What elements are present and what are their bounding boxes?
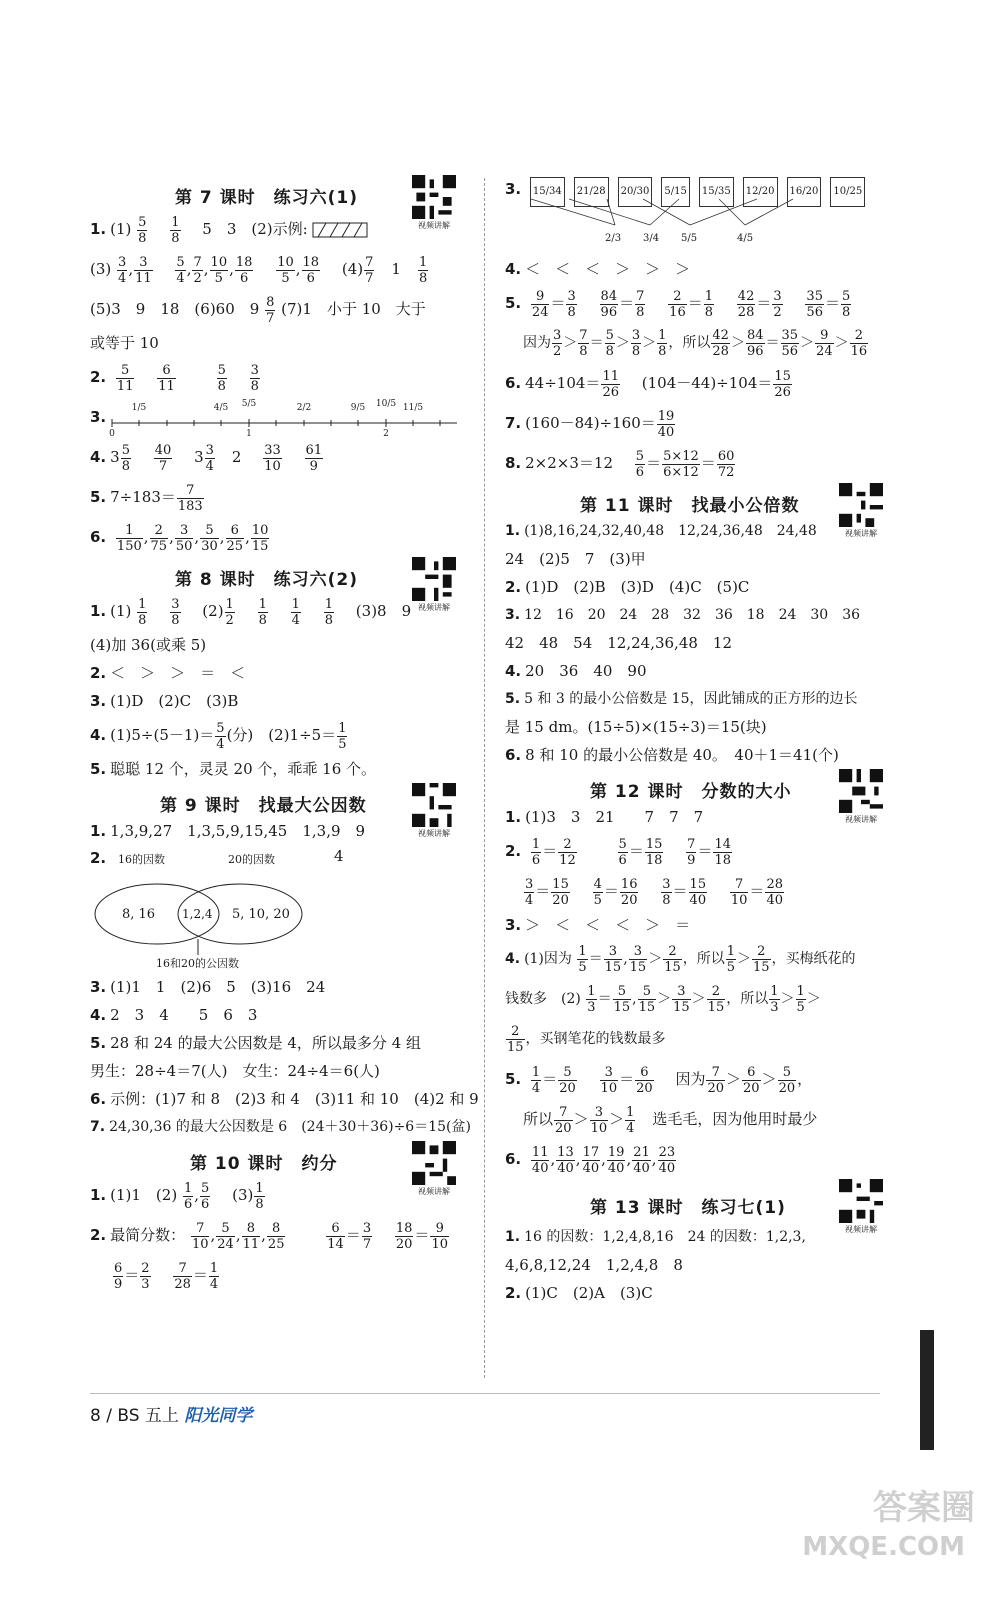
l7-q1-line1: 1. (1) $\frac{5}{8}$ $\frac{1}{8}$ 5 3 (2)示例: [90, 209, 470, 249]
venn-left-label: 16的因数 [118, 853, 165, 866]
footer-rule [90, 1393, 880, 1394]
nl-label: 11/5 [402, 403, 424, 413]
watermark-url: MXQE.COM [802, 1532, 965, 1562]
l7-q1-line4: 或等于 10 [90, 334, 159, 352]
qr-label: 视频讲解 [845, 529, 877, 538]
l8-q3: 3. (1)D (2)C (3)B [90, 692, 239, 710]
l12-q5-line2: 所以 $\frac{7}{20}$ ＞ $\frac{3}{10}$ ＞ $\frac{1}{4}$ 选毛毛，因为他用时最少 [523, 1104, 818, 1136]
fraction-box: 12/20 [743, 177, 778, 207]
qr-label: 视频讲解 [418, 221, 450, 230]
r-q4: 4. ＜ ＜ ＜ ＞ ＞ ＞ [505, 260, 691, 278]
venn-answer: 4 [334, 847, 344, 865]
r-q8: 8. 2×2×3＝12 $\frac{5}{6}$ ＝ $\frac{5\times 12}{6\times 12}$ ＝ $\frac{60}{72}$ [505, 448, 735, 480]
l7-q5: 5. 7÷183＝ $\frac{7}{183}$ [90, 482, 203, 514]
l7-q3: 3. 1/5 4/5 5/5 2/2 9/5 10/5 11/5 0 1 2 [90, 397, 470, 437]
venn-left: 8, 16 [122, 907, 156, 922]
l9-q6: 6. 示例：(1)7 和 8 (2)3 和 4 (3)11 和 10 (4)2 和 9 [90, 1090, 479, 1108]
page-number: 8 / BS 五上 [90, 1406, 179, 1426]
right-column [505, 175, 905, 1307]
l9-q3: 3. (1)1 1 (2)6 5 (3)16 24 [90, 978, 326, 996]
l12-q4: 4. (1)因为 $\frac{1}{5}$ ＝ $\frac{3}{15}$ , $\frac{3}{15}$ ＞ $\frac{2}{15}$ ，所以 $\frac{1}{5}$ ＞ $\frac{2}{15}$ ，买梅纸花的 [505, 943, 856, 975]
l12-q4-line3: $\frac{2}{15}$ ，买钢笔花的钱数最多 [507, 1023, 666, 1055]
l11-q3-line2: 42 48 54 12,24,36,48 12 [505, 634, 732, 652]
fraction-box: 15/35 [699, 177, 734, 207]
lesson-13-header [505, 1179, 905, 1234]
l9-q5-line2: 男生：28÷4＝7(人) 女生：24÷4＝6(人) [90, 1062, 380, 1080]
l13-q1: 1. 16 的因数：1,2,4,8,16 24 的因数：1,2,3, [505, 1229, 806, 1245]
fraction-box: 15/34 [530, 177, 565, 207]
l9-q2-venn: 2. 16的因数 20的因数 4 8, 16 1,2,4 5, 10, 20 16和20的公因数 [90, 847, 344, 970]
l12-q2: 2. $\frac{1}{6}$ ＝ $\frac{2}{12}$ $\frac{5}{6}$ ＝ $\frac{15}{18}$ $\frac{7}{9}$ ＝ $\frac{14}{18}$ [505, 836, 732, 868]
l12-q6: 6. $\frac{11}{40}$ , $\frac{13}{40}$ , $\frac{17}{40}$ , $\frac{19}{40}$ , $\frac{21}{40}$ , $\frac{23}{40}$ [505, 1144, 676, 1176]
l13-q2: 2. (1)C (2)A (3)C [505, 1284, 653, 1302]
match-target: 4/5 [737, 233, 754, 244]
fraction-box: 10/25 [830, 177, 865, 207]
left-column [90, 175, 479, 1295]
page-edge-mark [920, 1330, 934, 1450]
qr-label: 视频讲解 [418, 1187, 450, 1196]
l9-q7: 7. 24,30,36 的最大公因数是 6 (24＋30＋36)÷6＝15(盆) [90, 1119, 471, 1135]
lesson-10-title: 第 10 课时 约分 [190, 1154, 338, 1174]
watermark-logo: 答案圈 [873, 1488, 975, 1528]
l7-q6: 6. $\frac{1}{150}$ , $\frac{2}{75}$ , $\frac{3}{50}$ , $\frac{5}{30}$ , $\frac{6}{25}$ , $\frac{10}{15}$ [90, 522, 269, 554]
fraction-box: 21/28 [574, 177, 609, 207]
l9-q1: 1. 1,3,9,27 1,3,5,9,15,45 1,3,9 9 [90, 822, 366, 840]
brand-logo: 阳光同学 [184, 1406, 253, 1426]
nl-label: 9/5 [350, 403, 366, 413]
l12-q2-line2: $\frac{3}{4}$ ＝ $\frac{15}{20}$ $\frac{4}{5}$ ＝ $\frac{16}{20}$ $\frac{3}{8}$ ＝ $\frac{15}{40}$ $\frac{7}{10}$ ＝ $\frac{28}{40}$ [525, 876, 783, 908]
fraction-box: 5/15 [661, 177, 689, 207]
match-target: 3/4 [643, 233, 660, 244]
l11-q5-line2: 是 15 dm。(15÷5)×(15÷3)＝15(块) [505, 718, 767, 736]
nl-tick: 2 [383, 429, 389, 439]
footer-text [90, 1401, 252, 1426]
l8-q2: 2. ＜ ＞ ＞ ＝ ＜ [90, 664, 246, 682]
l11-q3: 3. 12 16 20 24 28 32 36 18 24 30 36 [505, 607, 861, 623]
l11-q1: 1. (1)8,16,24,32,40,48 12,24,36,48 24,48 [505, 523, 817, 539]
r-q5: 5. $\frac{9}{24}$ ＝ $\frac{3}{8}$ $\frac{84}{96}$ ＝ $\frac{7}{8}$ $\frac{2}{16}$ ＝ $\frac{1}{8}$ $\frac{42}{28}$ ＝ $\frac{3}{2}$ $\frac{35}{56}$ ＝ $\frac{5}{8}$ [505, 288, 851, 320]
lesson-9-title: 第 9 课时 找最大公因数 [160, 796, 367, 816]
l11-q2: 2. (1)D (2)B (3)D (4)C (5)C [505, 578, 750, 596]
l7-q1-line2: (3) $\frac{3}{4}$ , $\frac{3}{11}$ $\frac{5}{4}$ , $\frac{7}{2}$ , $\frac{10}{5}$ , $\frac{18}{6}$ $\frac{10}{5}$ , $\frac{18}{6}$ (4) $\frac{7}{7}$ 1 $\frac{1}{8}$ [90, 254, 428, 286]
r-q6: 6. 44÷104＝ $\frac{11}{26}$ (104－44)÷104＝ $\frac{15}{26}$ [505, 368, 791, 400]
venn-right-label: 20的因数 [228, 853, 275, 866]
l8-q1: 1. (1) $\frac{1}{8}$ $\frac{3}{8}$ (2) $\frac{1}{2}$ $\frac{1}{8}$ $\frac{1}{4}$ $\frac{1}{8}$ (3)8 9 [90, 596, 412, 628]
l8-q1-line2: (4)加 36(或乘 5) [90, 636, 207, 654]
lesson-11-title: 第 11 课时 找最小公倍数 [580, 496, 800, 516]
r-q7: 7. (160－84)÷160＝ $\frac{19}{40}$ [505, 408, 675, 440]
l11-q1-line2: 24 (2)5 7 (3)甲 [505, 550, 646, 568]
match-target: 2/3 [605, 233, 622, 244]
venn-common-label: 16和20的公因数 [156, 957, 239, 970]
nl-label: 10/5 [375, 399, 397, 409]
l7-q4: 4. 3 $\frac{5}{8}$ $\frac{40}{7}$ 3 $\frac{3}{4}$ 2 $\frac{33}{10}$ $\frac{61}{9}$ [90, 442, 323, 474]
l12-q1: 1. (1)3 3 21 7 7 7 [505, 808, 704, 826]
l12-q4-line2: 钱数多 (2) $\frac{1}{3}$ ＝ $\frac{5}{15}$ , $\frac{5}{15}$ ＞ $\frac{3}{15}$ ＞ $\frac{2}{15}$ ，所以 $\frac{1}{3}$ ＞ $\frac{1}{5}$ ＞ [505, 983, 821, 1015]
lesson-8-title: 第 8 课时 练习六(2) [175, 570, 359, 590]
lesson-13-title: 第 13 课时 练习七(1) [590, 1198, 786, 1218]
qr-label: 视频讲解 [418, 829, 450, 838]
nl-label: 4/5 [213, 403, 229, 413]
l10-q2: 2. 最简分数： $\frac{7}{10}$ , $\frac{5}{24}$ , $\frac{8}{11}$ , $\frac{8}{25}$ $\frac{6}{14}$ ＝ $\frac{3}{7}$ $\frac{18}{20}$ ＝ $\frac{9}{10}$ [90, 1220, 448, 1252]
nl-tick: 0 [109, 429, 115, 439]
l8-q5: 5. 聪聪 12 个，灵灵 20 个，乖乖 16 个。 [90, 760, 377, 778]
lesson-7-title: 第 7 课时 练习六(1) [175, 188, 359, 208]
qr-label: 视频讲解 [845, 815, 877, 824]
l9-q5: 5. 28 和 24 的最大公因数是 4，所以最多分 4 组 [90, 1034, 422, 1052]
matching-lines [525, 199, 805, 237]
number-line [109, 397, 462, 439]
match-target: 5/5 [681, 233, 698, 244]
nl-label: 2/2 [296, 403, 312, 413]
nl-label: 1/5 [131, 403, 147, 413]
l11-q4: 4. 20 36 40 90 [505, 662, 647, 680]
fraction-box: 20/30 [618, 177, 653, 207]
l13-q1-line2: 4,6,8,12,24 1,2,4,8 8 [505, 1256, 683, 1274]
l10-q2-line2: $\frac{6}{9}$ ＝ $\frac{2}{3}$ $\frac{7}{28}$ ＝ $\frac{1}{4}$ [114, 1260, 219, 1292]
venn-right: 5, 10, 20 [232, 907, 290, 922]
hatched-shape-icon [312, 221, 368, 239]
l12-q3: 3. ＞ ＜ ＜ ＜ ＞ ＝ [505, 916, 691, 934]
r-q3: 3. 15/34 21/28 20/30 5/15 15/35 12/20 16/20 10/25 2/3 3/4 5/5 4/5 [505, 175, 905, 255]
l7-q2: 2. $\frac{5}{11}$ $\frac{6}{11}$ $\frac{5}{8}$ $\frac{3}{8}$ [90, 362, 259, 394]
venn-mid: 1,2,4 [182, 907, 213, 921]
nl-tick: 1 [246, 429, 252, 439]
r-q5-line2: 因为 $\frac{3}{2}$ ＞ $\frac{7}{8}$ ＝ $\frac{5}{8}$ ＞ $\frac{3}{8}$ ＞ $\frac{1}{8}$ ，所以 $\frac{42}{28}$ ＞ $\frac{84}{96}$ ＝ $\frac{35}{56}$ ＞ $\frac{9}{24}$ ＞ $\frac{2}{16}$ [523, 327, 868, 359]
l7-q1-line3: (5)3 9 18 (6)60 9 $\frac{8}{7}$ (7)1 小于 10 大于 [90, 294, 426, 326]
qr-label: 视频讲解 [418, 603, 450, 612]
l11-q6: 6. 8 和 10 的最小公倍数是 40。 40＋1＝41(个) [505, 746, 839, 764]
l9-q4: 4. 2 3 4 5 6 3 [90, 1006, 258, 1024]
l11-q5: 5. 5 和 3 的最小公倍数是 15，因此铺成的正方形的边长 [505, 691, 858, 707]
l8-q4: 4. (1)5÷(5－1)＝ $\frac{5}{4}$ (分) (2)1÷5＝ $\frac{1}{5}$ [90, 720, 347, 752]
l12-q5: 5. $\frac{1}{4}$ ＝ $\frac{5}{20}$ $\frac{3}{10}$ ＝ $\frac{6}{20}$ 因为 $\frac{7}{20}$ ＞ $\frac{6}{20}$ ＞ $\frac{5}{20}$ ， [505, 1064, 813, 1096]
l10-q1: 1. (1)1 (2) $\frac{1}{6}$ , $\frac{5}{6}$ (3) $\frac{1}{8}$ [90, 1180, 264, 1212]
nl-label: 5/5 [241, 399, 257, 409]
lesson-12-title: 第 12 课时 分数的大小 [590, 782, 792, 802]
column-divider [484, 178, 485, 1378]
qr-label: 视频讲解 [845, 1225, 877, 1234]
fraction-box: 16/20 [787, 177, 822, 207]
